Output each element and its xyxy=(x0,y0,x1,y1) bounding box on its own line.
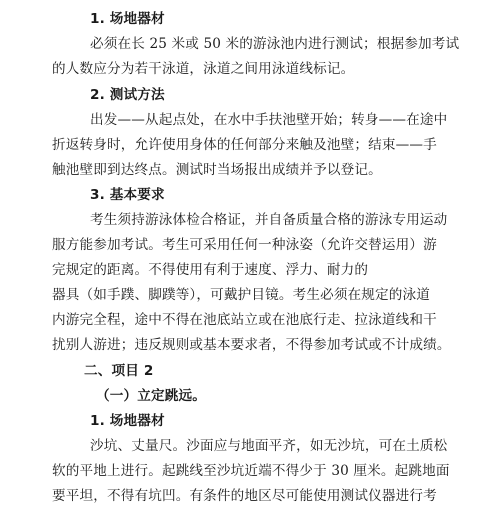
paragraph-line: 软的平地上进行。起跳线至沙坑近端不得少于 30 厘米。起跳地面 xyxy=(52,463,450,479)
paragraph-line: 必须在长 25 米或 50 米的游泳池内进行测试；根据参加考试 xyxy=(90,36,460,52)
paragraph-line: 扰别人游进；违反规则或基本要求者，不得参加考试或不计成绩。 xyxy=(52,337,451,353)
paragraph-line: 服方能参加考试。考生可采用任何一种泳姿（允许交替运用）游 xyxy=(52,237,437,253)
paragraph-line: 沙坑、丈量尺。沙面应与地面平齐，如无沙坑，可在土质松 xyxy=(90,438,448,454)
paragraph-line: 内游完全程，途中不得在池底站立或在池底行走、拉泳道线和干 xyxy=(52,312,437,328)
paragraph-line: 的人数应分为若干泳道，泳道之间用泳道线标记。 xyxy=(52,61,355,77)
section-title-item-2: 二、项目 2 xyxy=(84,363,154,379)
paragraph-line: 出发——从起点处，在水中手扶池壁开始；转身——在途中 xyxy=(90,112,448,128)
paragraph-line: 触池壁即到达终点。测试时当场报出成绩并予以登记。 xyxy=(52,162,382,178)
heading-basic-requirements: 3. 基本要求 xyxy=(90,187,165,203)
paragraph-line: 器具（如手蹼、脚蹼等），可戴护目镜。考生必须在规定的泳道 xyxy=(52,287,431,303)
paragraph-line: 考生须持游泳体检合格证，并自备质量合格的游泳专用运动 xyxy=(90,212,448,228)
subsection-title-standing-long-jump: （一）立定跳远。 xyxy=(96,388,206,404)
heading-venue-equipment-2: 1. 场地器材 xyxy=(90,413,165,429)
heading-venue-equipment: 1. 场地器材 xyxy=(90,11,165,27)
paragraph-line: 完规定的距离。不得使用有利于速度、浮力、耐力的 xyxy=(52,262,369,278)
paragraph-line: 要平坦，不得有坑凹。有条件的地区尽可能使用测试仪器进行考 xyxy=(52,488,437,504)
heading-test-method: 2. 测试方法 xyxy=(90,87,165,103)
paragraph-line: 折返转身时，允许使用身体的任何部分来触及池壁；结束——手 xyxy=(52,137,437,153)
